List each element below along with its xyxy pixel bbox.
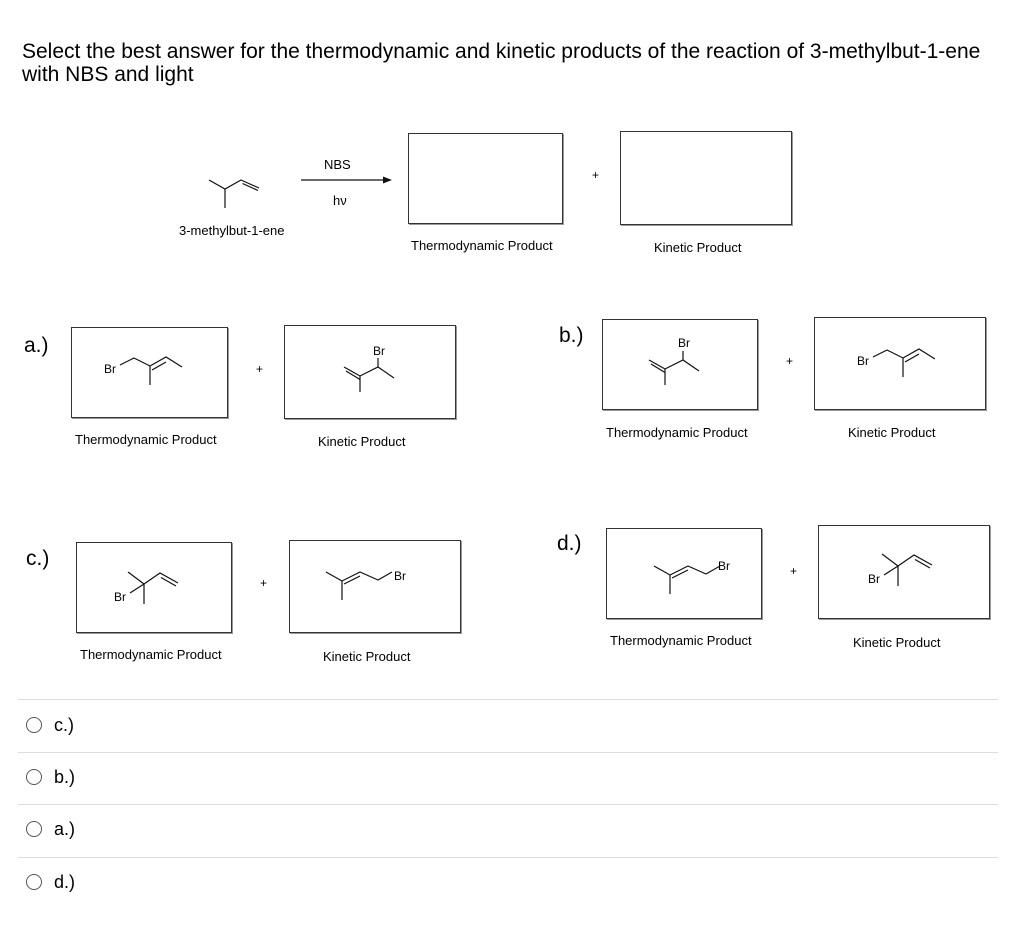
panel-b-kinetic-label: Kinetic Product bbox=[848, 425, 936, 440]
panel-d-thermo-br: Br bbox=[718, 559, 730, 573]
panel-a-letter: a.) bbox=[24, 334, 49, 357]
panel-b-kinetic-br: Br bbox=[857, 354, 869, 368]
panel-a-kinetic-label: Kinetic Product bbox=[318, 434, 406, 449]
radio-button[interactable] bbox=[26, 769, 42, 785]
kinetic-product-label: Kinetic Product bbox=[654, 240, 742, 255]
radio-button[interactable] bbox=[26, 717, 42, 733]
plus-sign: + bbox=[592, 168, 600, 182]
panel-a-kinetic-structure bbox=[340, 340, 410, 395]
option-d[interactable] bbox=[26, 870, 75, 894]
option-c[interactable] bbox=[26, 713, 74, 737]
kinetic-product-blank-box bbox=[620, 131, 792, 225]
radio-button[interactable] bbox=[26, 874, 42, 890]
panel-d-kinetic-structure bbox=[864, 545, 944, 595]
separator bbox=[18, 857, 998, 858]
option-b[interactable] bbox=[26, 765, 75, 789]
thermo-product-label: Thermodynamic Product bbox=[411, 238, 553, 253]
panel-b-thermo-br: Br bbox=[678, 336, 690, 350]
panel-d-kinetic-br: Br bbox=[868, 572, 880, 586]
panel-a-thermo-br: Br bbox=[104, 362, 116, 376]
reagent-hv: hν bbox=[333, 193, 347, 208]
panel-a-plus: + bbox=[256, 362, 264, 376]
reagent-nbs: NBS bbox=[324, 157, 351, 172]
panel-b-thermo-structure bbox=[645, 333, 715, 388]
option-label: b.) bbox=[54, 766, 76, 787]
option-label: d.) bbox=[54, 871, 76, 892]
radio-button[interactable] bbox=[26, 821, 42, 837]
panel-c-thermo-structure bbox=[110, 560, 190, 610]
panel-c-kinetic-structure bbox=[322, 562, 422, 612]
question-text: Select the best answer for the thermodynamic and kinetic products of the reaction of 3-methylbut-1-ene with NBS and light bbox=[22, 40, 981, 86]
panel-d-thermo-structure bbox=[650, 558, 750, 603]
panel-a-thermo-label: Thermodynamic Product bbox=[75, 432, 217, 447]
panel-d-thermo-label: Thermodynamic Product bbox=[610, 633, 752, 648]
reaction-arrow bbox=[300, 174, 395, 186]
panel-c-kinetic-label: Kinetic Product bbox=[323, 649, 411, 664]
reactant-name: 3-methylbut-1-ene bbox=[179, 223, 285, 238]
separator bbox=[18, 752, 998, 753]
option-a[interactable] bbox=[26, 817, 75, 841]
panel-c-letter: c.) bbox=[26, 547, 50, 570]
panel-c-thermo-br: Br bbox=[114, 590, 126, 604]
panel-c-plus: + bbox=[260, 576, 268, 590]
separator bbox=[18, 804, 998, 805]
panel-b-letter: b.) bbox=[559, 324, 584, 347]
option-label: a.) bbox=[54, 818, 76, 839]
panel-b-kinetic-structure bbox=[853, 340, 953, 390]
option-label: c.) bbox=[54, 714, 74, 735]
panel-b-thermo-label: Thermodynamic Product bbox=[606, 425, 748, 440]
panel-b-plus: + bbox=[786, 354, 794, 368]
panel-c-kinetic-br: Br bbox=[394, 569, 406, 583]
panel-a-kinetic-br: Br bbox=[373, 344, 385, 358]
panel-d-plus: + bbox=[790, 564, 798, 578]
panel-a-thermo-structure bbox=[100, 348, 200, 398]
panel-d-kinetic-label: Kinetic Product bbox=[853, 635, 941, 650]
thermo-product-blank-box bbox=[408, 133, 563, 224]
reactant-structure bbox=[205, 170, 275, 215]
panel-d-letter: d.) bbox=[557, 532, 582, 555]
separator bbox=[18, 699, 998, 700]
panel-c-thermo-label: Thermodynamic Product bbox=[80, 647, 222, 662]
